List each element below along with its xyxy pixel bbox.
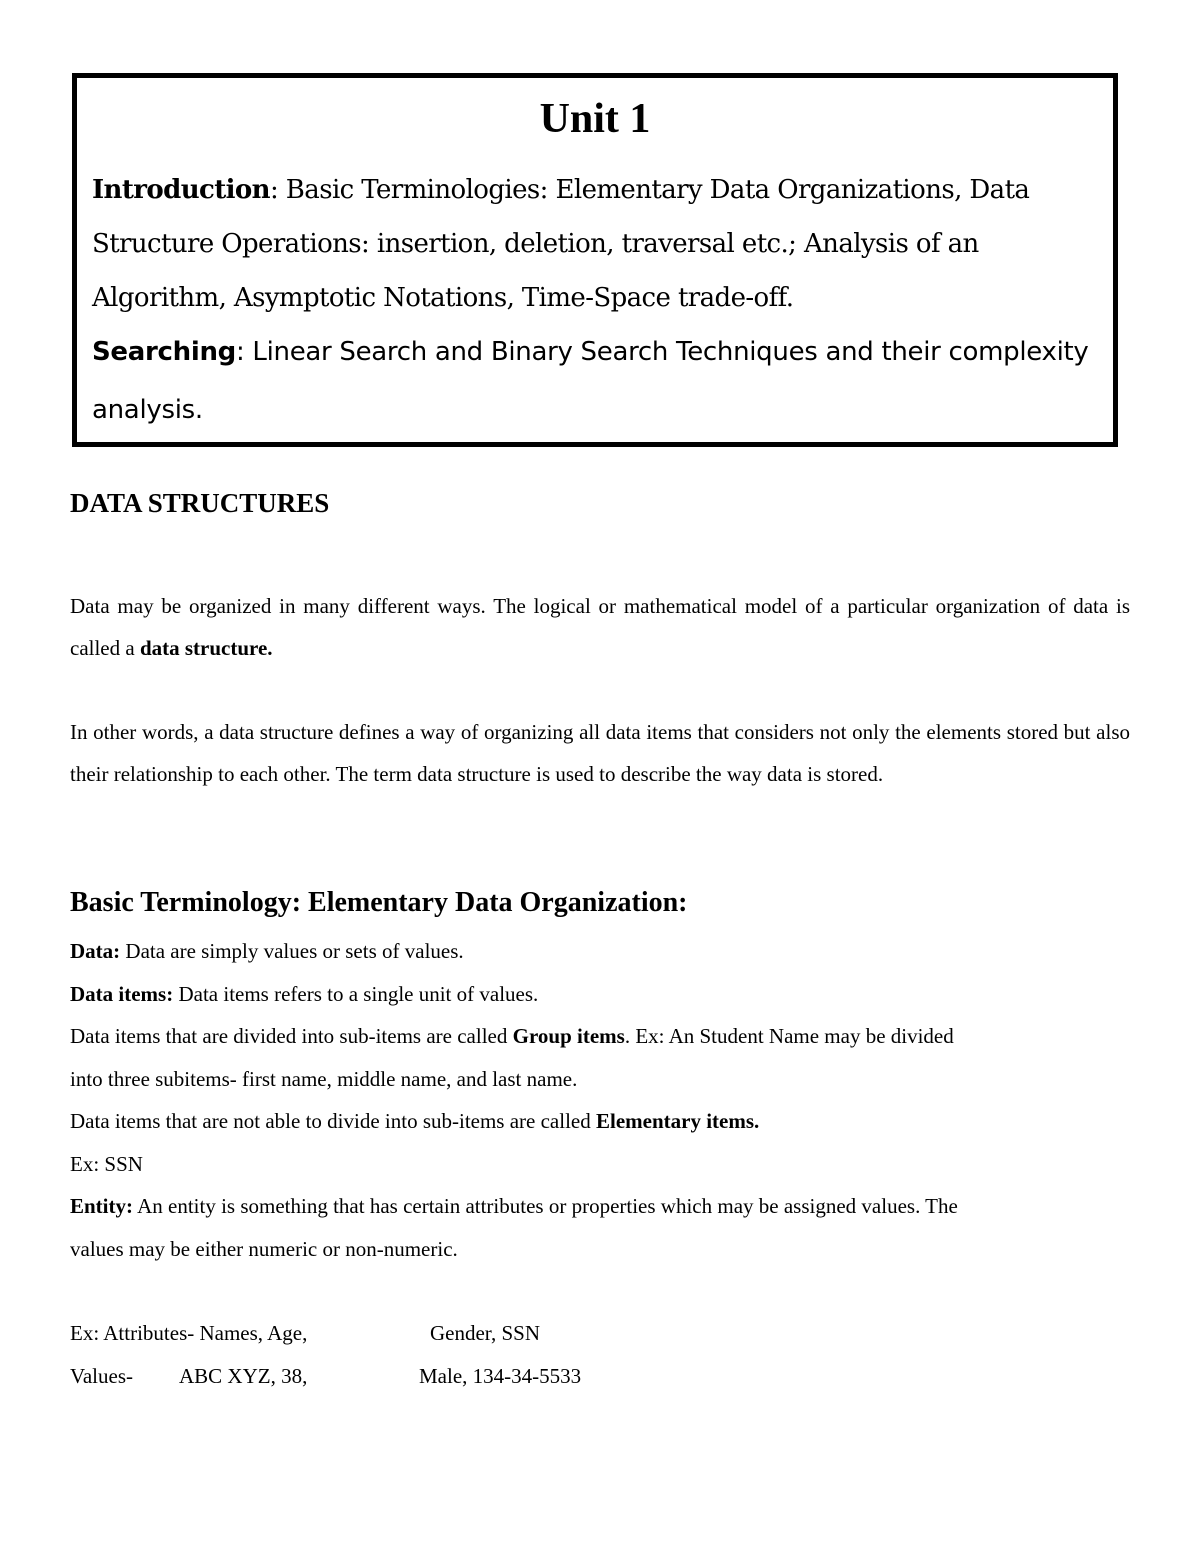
searching-label: Searching	[92, 337, 236, 367]
term-ssn-example: Ex: SSN	[70, 1152, 143, 1176]
example-values-extra: Male, 134-34-5533	[419, 1364, 582, 1388]
example-attributes-label: Ex: Attributes- Names, Age,	[70, 1321, 308, 1345]
searching-line-1	[92, 334, 1089, 370]
term-data-label: Data:	[70, 939, 121, 963]
section-heading-terminology: Basic Terminology: Elementary Data Organization:	[70, 887, 688, 918]
term-entity-line-2: values may be either numeric or non-numeric.	[70, 1237, 458, 1261]
term-group-items-line-1	[70, 1021, 954, 1051]
term-data-items-label: Data items:	[70, 982, 174, 1006]
section-heading-data-structures: DATA STRUCTURES	[70, 488, 330, 518]
term-data-items-text: Data items refers to a single unit of values.	[173, 982, 539, 1006]
paragraph-other-words: In other words, a data structure defines a way of organizing all data items that considers not only the elements stored but also their relationship to each other. The term data structure is used to describe the way data is stored.	[70, 720, 1130, 786]
unit-title: Unit 1	[539, 96, 651, 142]
syllabus-box	[72, 73, 1118, 447]
term-entity-text: An entity is something that has certain attributes or properties which may be assigned values. The	[133, 1194, 958, 1218]
term-group-text-b: . Ex: An Student Name may be divided	[624, 1024, 954, 1048]
term-entity-label: Entity:	[70, 1194, 133, 1218]
term-data	[70, 936, 464, 966]
term-group-items-line-2: into three subitems- first name, middle name, and last name.	[70, 1067, 578, 1091]
intro-line-3: Algorithm, Asymptotic Notations, Time-Space trade-off.	[92, 283, 794, 313]
intro-line-1	[92, 172, 1029, 208]
paragraph-definition	[70, 585, 1130, 669]
searching-line-2: analysis.	[92, 395, 203, 425]
term-entity-line-1	[70, 1191, 958, 1221]
intro-text-1: : Basic Terminologies: Elementary Data Organizations, Data	[269, 175, 1030, 205]
searching-text-1: : Linear Search and Binary Search Techniques and their complexity	[235, 337, 1089, 367]
intro-label: Introduction	[92, 175, 270, 205]
term-group-text-a: Data items that are divided into sub-items are called	[70, 1024, 513, 1048]
term-elementary-items	[70, 1106, 759, 1136]
term-elementary-text: Data items that are not able to divide into sub-items are called	[70, 1109, 596, 1133]
term-elementary-bold: Elementary items.	[596, 1109, 760, 1133]
example-values-label: Values-	[70, 1364, 133, 1388]
term-data-items	[70, 979, 538, 1009]
example-values-main: ABC XYZ, 38,	[179, 1364, 308, 1388]
intro-line-2: Structure Operations: insertion, deletion, traversal etc.; Analysis of an	[92, 229, 979, 259]
term-data-text: Data are simply values or sets of values.	[120, 939, 464, 963]
example-attributes-extra: Gender, SSN	[430, 1321, 540, 1345]
term-group-bold: Group items	[512, 1024, 625, 1048]
paragraph-definition-text: Data may be organized in many different ways. The logical or mathematical model of a particular organization of data is called a	[70, 594, 1130, 660]
paragraph-definition-bold: data structure.	[139, 636, 273, 660]
